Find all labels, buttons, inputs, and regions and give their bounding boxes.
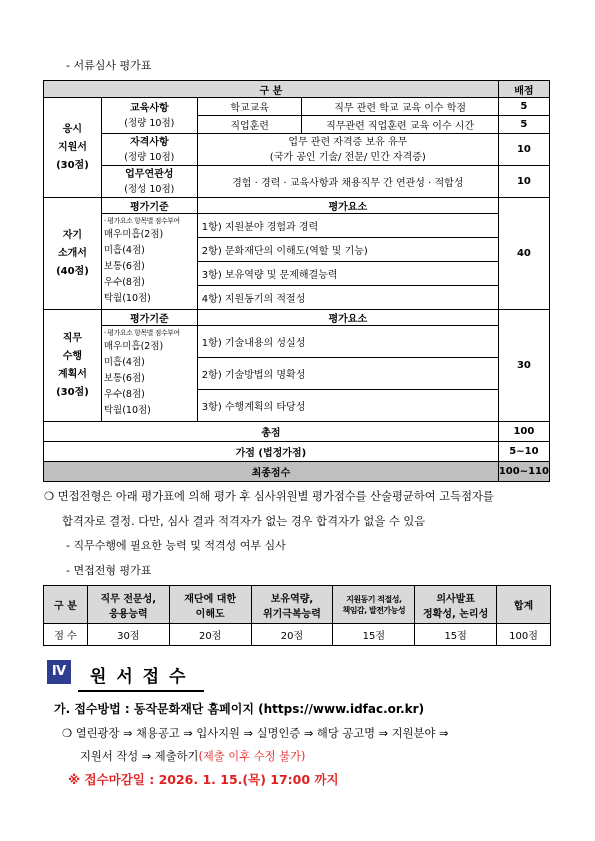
intro-criteria: · 평가요소 항목별 점수부여 매우미흡(2점) 미흡(4점) 보통(6점) 우수(8점) 탁월(10점) [101, 214, 197, 310]
doc-eval-title: - 서류심사 평가표 [66, 59, 152, 72]
final-score: 100~110 [498, 462, 549, 482]
apply-deadline: ※ 접수마감일 : 2026. 1. 15.(목) 17:00 까지 [68, 772, 339, 787]
iv-cell-5: 15점 [415, 624, 497, 646]
bonus-label: 가점 (법정가점) [44, 442, 499, 462]
intro-crit-head: 평가기준 [101, 198, 197, 214]
iv-head-1: 직무 전문성, 응용능력 [87, 586, 169, 624]
edu-school-desc: 직무 관련 학교 교육 이수 학점 [302, 98, 498, 116]
group-plan: 직무 수행 계획서 (30점) [44, 310, 102, 422]
iv-head-2: 재단에 대한 이해도 [169, 586, 251, 624]
section-number: Ⅳ [47, 660, 71, 684]
iv-head-5: 의사발표 정확성, 논리성 [415, 586, 497, 624]
edu-training: 직업훈련 [197, 116, 302, 134]
iv-cell-1: 30점 [87, 624, 169, 646]
interview-note-1: ❍ 면접전형은 아래 평가표에 의해 평가 후 심사위원별 평가점수를 산술평균하여 고득점자를 [44, 490, 494, 503]
work-desc: 경험 · 경력 · 교육사항과 채용직무 간 연관성 · 적합성 [197, 166, 498, 198]
edu-training-score: 5 [498, 116, 549, 134]
iv-cell-6: 100점 [497, 624, 551, 646]
apply-flow-1: ❍ 열린광장 ⇒ 채용공고 ⇒ 입사지원 ⇒ 실명인증 ⇒ 해당 공고명 ⇒ 지원분야 ⇒ [62, 727, 449, 740]
work-sub: (정성 10점) [124, 183, 175, 195]
plan-crit-head: 평가기준 [101, 310, 197, 326]
intro-element-4: 4항) 지원동기의 적절성 [197, 286, 498, 310]
apply-flow-2-warning: (제출 이후 수정 불가) [198, 750, 306, 763]
intro-element-3: 3항) 보유역량 및 문제해결능력 [197, 262, 498, 286]
edu-sub: (정량 10점) [124, 117, 175, 129]
edu-label: 교육사항 [130, 102, 169, 114]
plan-criteria: · 평가요소 항목별 점수부여 매우미흡(2점) 미흡(4점) 보통(6점) 우수(8점) 탁월(10점) [101, 326, 197, 422]
final-label: 최종점수 [44, 462, 499, 482]
qual-desc: 업무 관련 자격증 보유 유무 (국가 공인 기술/ 전문/ 민간 자격증) [197, 134, 498, 166]
group-intro: 자기 소개서 (40점) [44, 198, 102, 310]
iv-head-0: 구 분 [44, 586, 88, 624]
plan-element-3: 3항) 수행계획의 타당성 [197, 390, 498, 422]
iv-head-6: 합계 [497, 586, 551, 624]
section-title: 원 서 접 수 [90, 667, 188, 687]
iv-cell-3: 20점 [251, 624, 333, 646]
intro-element-2: 2항) 문화재단의 이해도(역할 및 기능) [197, 238, 498, 262]
interview-eval-table [43, 585, 551, 646]
iv-head-3: 보유역량, 위기극복능력 [251, 586, 333, 624]
header-category: 구 분 [44, 81, 499, 98]
iv-cell-0: 점 수 [44, 624, 88, 646]
work-score: 10 [498, 166, 549, 198]
interview-note-2: 합격자로 결정. 다만, 심사 결과 적격자가 없는 경우 합격자가 없을 수 있음 [62, 515, 426, 528]
header-score: 배점 [498, 81, 549, 98]
iv-cell-4: 15점 [333, 624, 415, 646]
apply-flow-2-text: 지원서 작성 ⇒ 제출하기 [80, 750, 199, 763]
edu-training-desc: 직무관련 직업훈련 교육 이수 시간 [302, 116, 498, 134]
plan-elem-head: 평가요소 [197, 310, 498, 326]
bonus-score: 5~10 [498, 442, 549, 462]
group-application: 응시 지원서 (30점) [44, 98, 102, 198]
qual-score: 10 [498, 134, 549, 166]
intro-element-1: 1항) 지원분야 경험과 경력 [197, 214, 498, 238]
apply-method: 가. 접수방법 : 동작문화재단 홈페이지 (https://www.idfac.or.kr) [54, 702, 425, 716]
total-label: 총점 [44, 422, 499, 442]
iv-head-4: 지원동기 적절성, 책임감, 발전가능성 [333, 586, 415, 624]
qual-label: 자격사항 [130, 136, 169, 148]
section-underline [78, 690, 204, 692]
iv-cell-2: 20점 [169, 624, 251, 646]
plan-element-2: 2항) 기술방법의 명확성 [197, 358, 498, 390]
document-eval-table [43, 80, 550, 482]
plan-score: 30 [498, 310, 549, 422]
work-label: 업무연관성 [125, 168, 174, 180]
apply-flow-2 [80, 748, 305, 764]
interview-title: - 면접전형 평가표 [66, 564, 152, 577]
qual-sub: (정량 10점) [124, 151, 175, 163]
plan-element-1: 1항) 기술내용의 성실성 [197, 326, 498, 358]
edu-school-score: 5 [498, 98, 549, 116]
intro-elem-head: 평가요소 [197, 198, 498, 214]
edu-school: 학교교육 [197, 98, 302, 116]
intro-score: 40 [498, 198, 549, 310]
total-score: 100 [498, 422, 549, 442]
interview-note-3: - 직무수행에 필요한 능력 및 적격성 여부 심사 [66, 539, 286, 552]
